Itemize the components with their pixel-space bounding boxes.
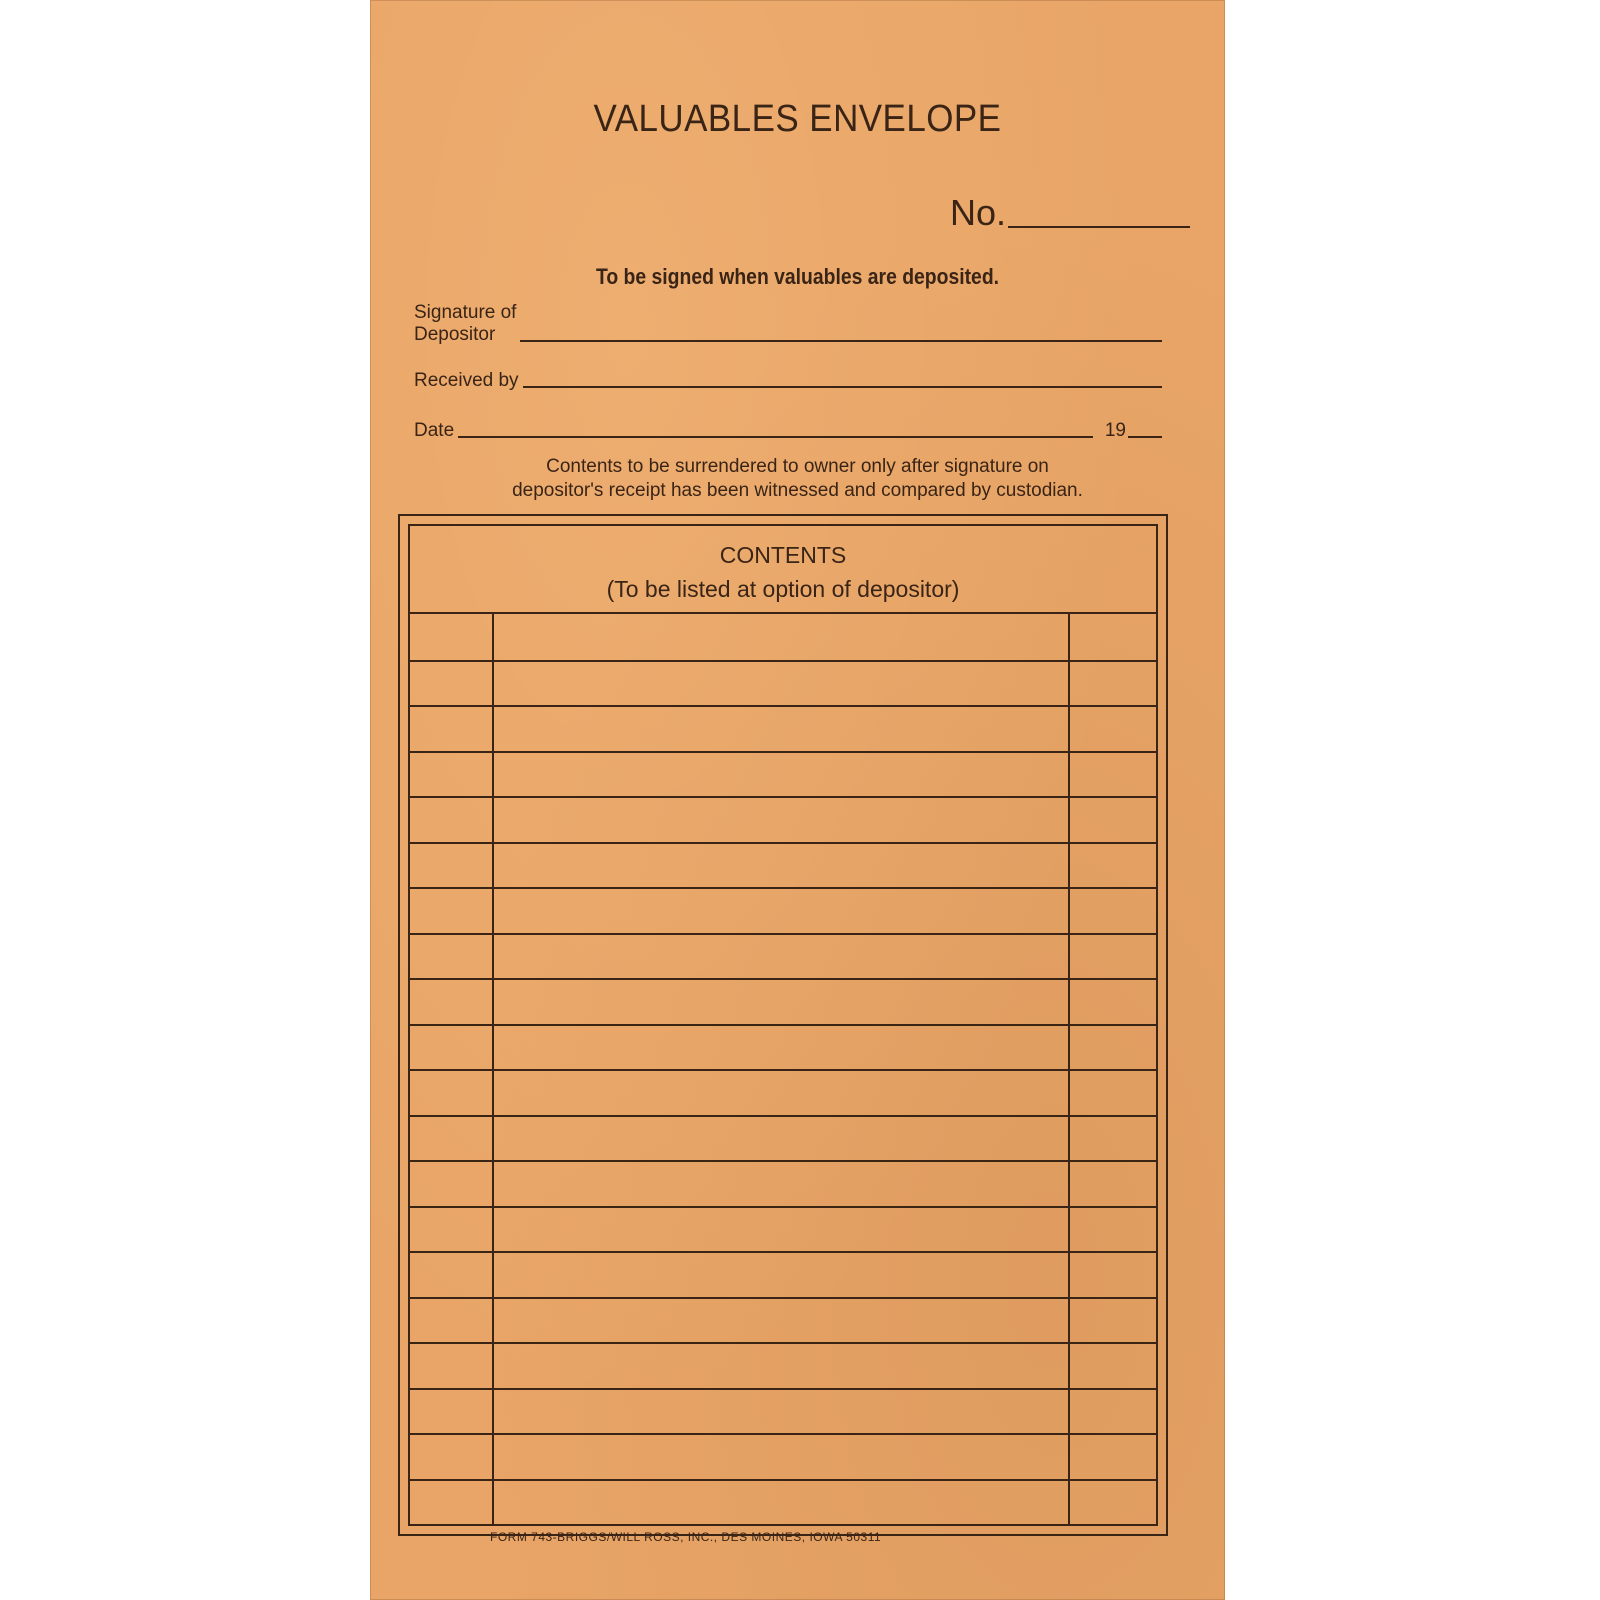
contents-row-line [410,660,1156,662]
signature-line[interactable] [520,340,1162,342]
contents-row-line [410,1251,1156,1253]
signature-label [414,302,516,346]
form-footer: FORM 743-BRIGGS/WILL ROSS, INC., DES MOINES, IOWA 50311 [490,1530,882,1544]
valuables-envelope [370,0,1225,1600]
contents-row-line [410,887,1156,889]
notice-line-1: Contents to be surrendered to owner only after signature on [546,456,1049,477]
contents-row-line [410,933,1156,935]
contents-row-line [410,978,1156,980]
signature-label-line2: Depositor [414,324,496,345]
received-by-field[interactable] [414,364,1162,392]
contents-row-line [410,1024,1156,1026]
contents-row-line [410,1342,1156,1344]
contents-row-line [410,842,1156,844]
contents-box [398,514,1168,1536]
contents-row-line [410,705,1156,707]
contents-header [410,538,1156,606]
contents-row-line [410,1160,1156,1162]
contents-row-line [410,1388,1156,1390]
year-prefix: 19 [1104,420,1126,441]
contents-row-line [410,796,1156,798]
contents-row-line [410,1479,1156,1481]
contents-row-line [410,1115,1156,1117]
date-label: Date [414,420,455,441]
received-by-line[interactable] [523,386,1162,388]
contents-rows [410,612,1156,1524]
date-field[interactable] [414,414,1162,442]
contents-title: CONTENTS [719,542,847,568]
received-by-label: Received by [414,370,519,391]
contents-row-line [410,751,1156,753]
notice-line-2: depositor's receipt has been witnessed and compared by custodian. [512,480,1083,501]
custodian-notice [370,455,1225,503]
envelope-number-field[interactable] [950,190,1190,234]
form-title: VALUABLES ENVELOPE [593,98,1002,140]
contents-row-line [410,1206,1156,1208]
contents-row-line [410,1433,1156,1435]
number-label: No. [950,192,1007,233]
signing-instruction: To be signed when valuables are deposited. [595,264,1000,289]
contents-row-line [410,1297,1156,1299]
contents-subtitle: (To be listed at option of depositor) [606,576,960,602]
signature-field[interactable] [414,296,1162,346]
date-line[interactable] [458,436,1093,438]
number-line[interactable] [1008,226,1190,228]
contents-row-line [410,1069,1156,1071]
signature-label-line1: Signature of [414,302,517,323]
year-line[interactable] [1128,436,1162,438]
contents-inner-frame [408,524,1158,1526]
